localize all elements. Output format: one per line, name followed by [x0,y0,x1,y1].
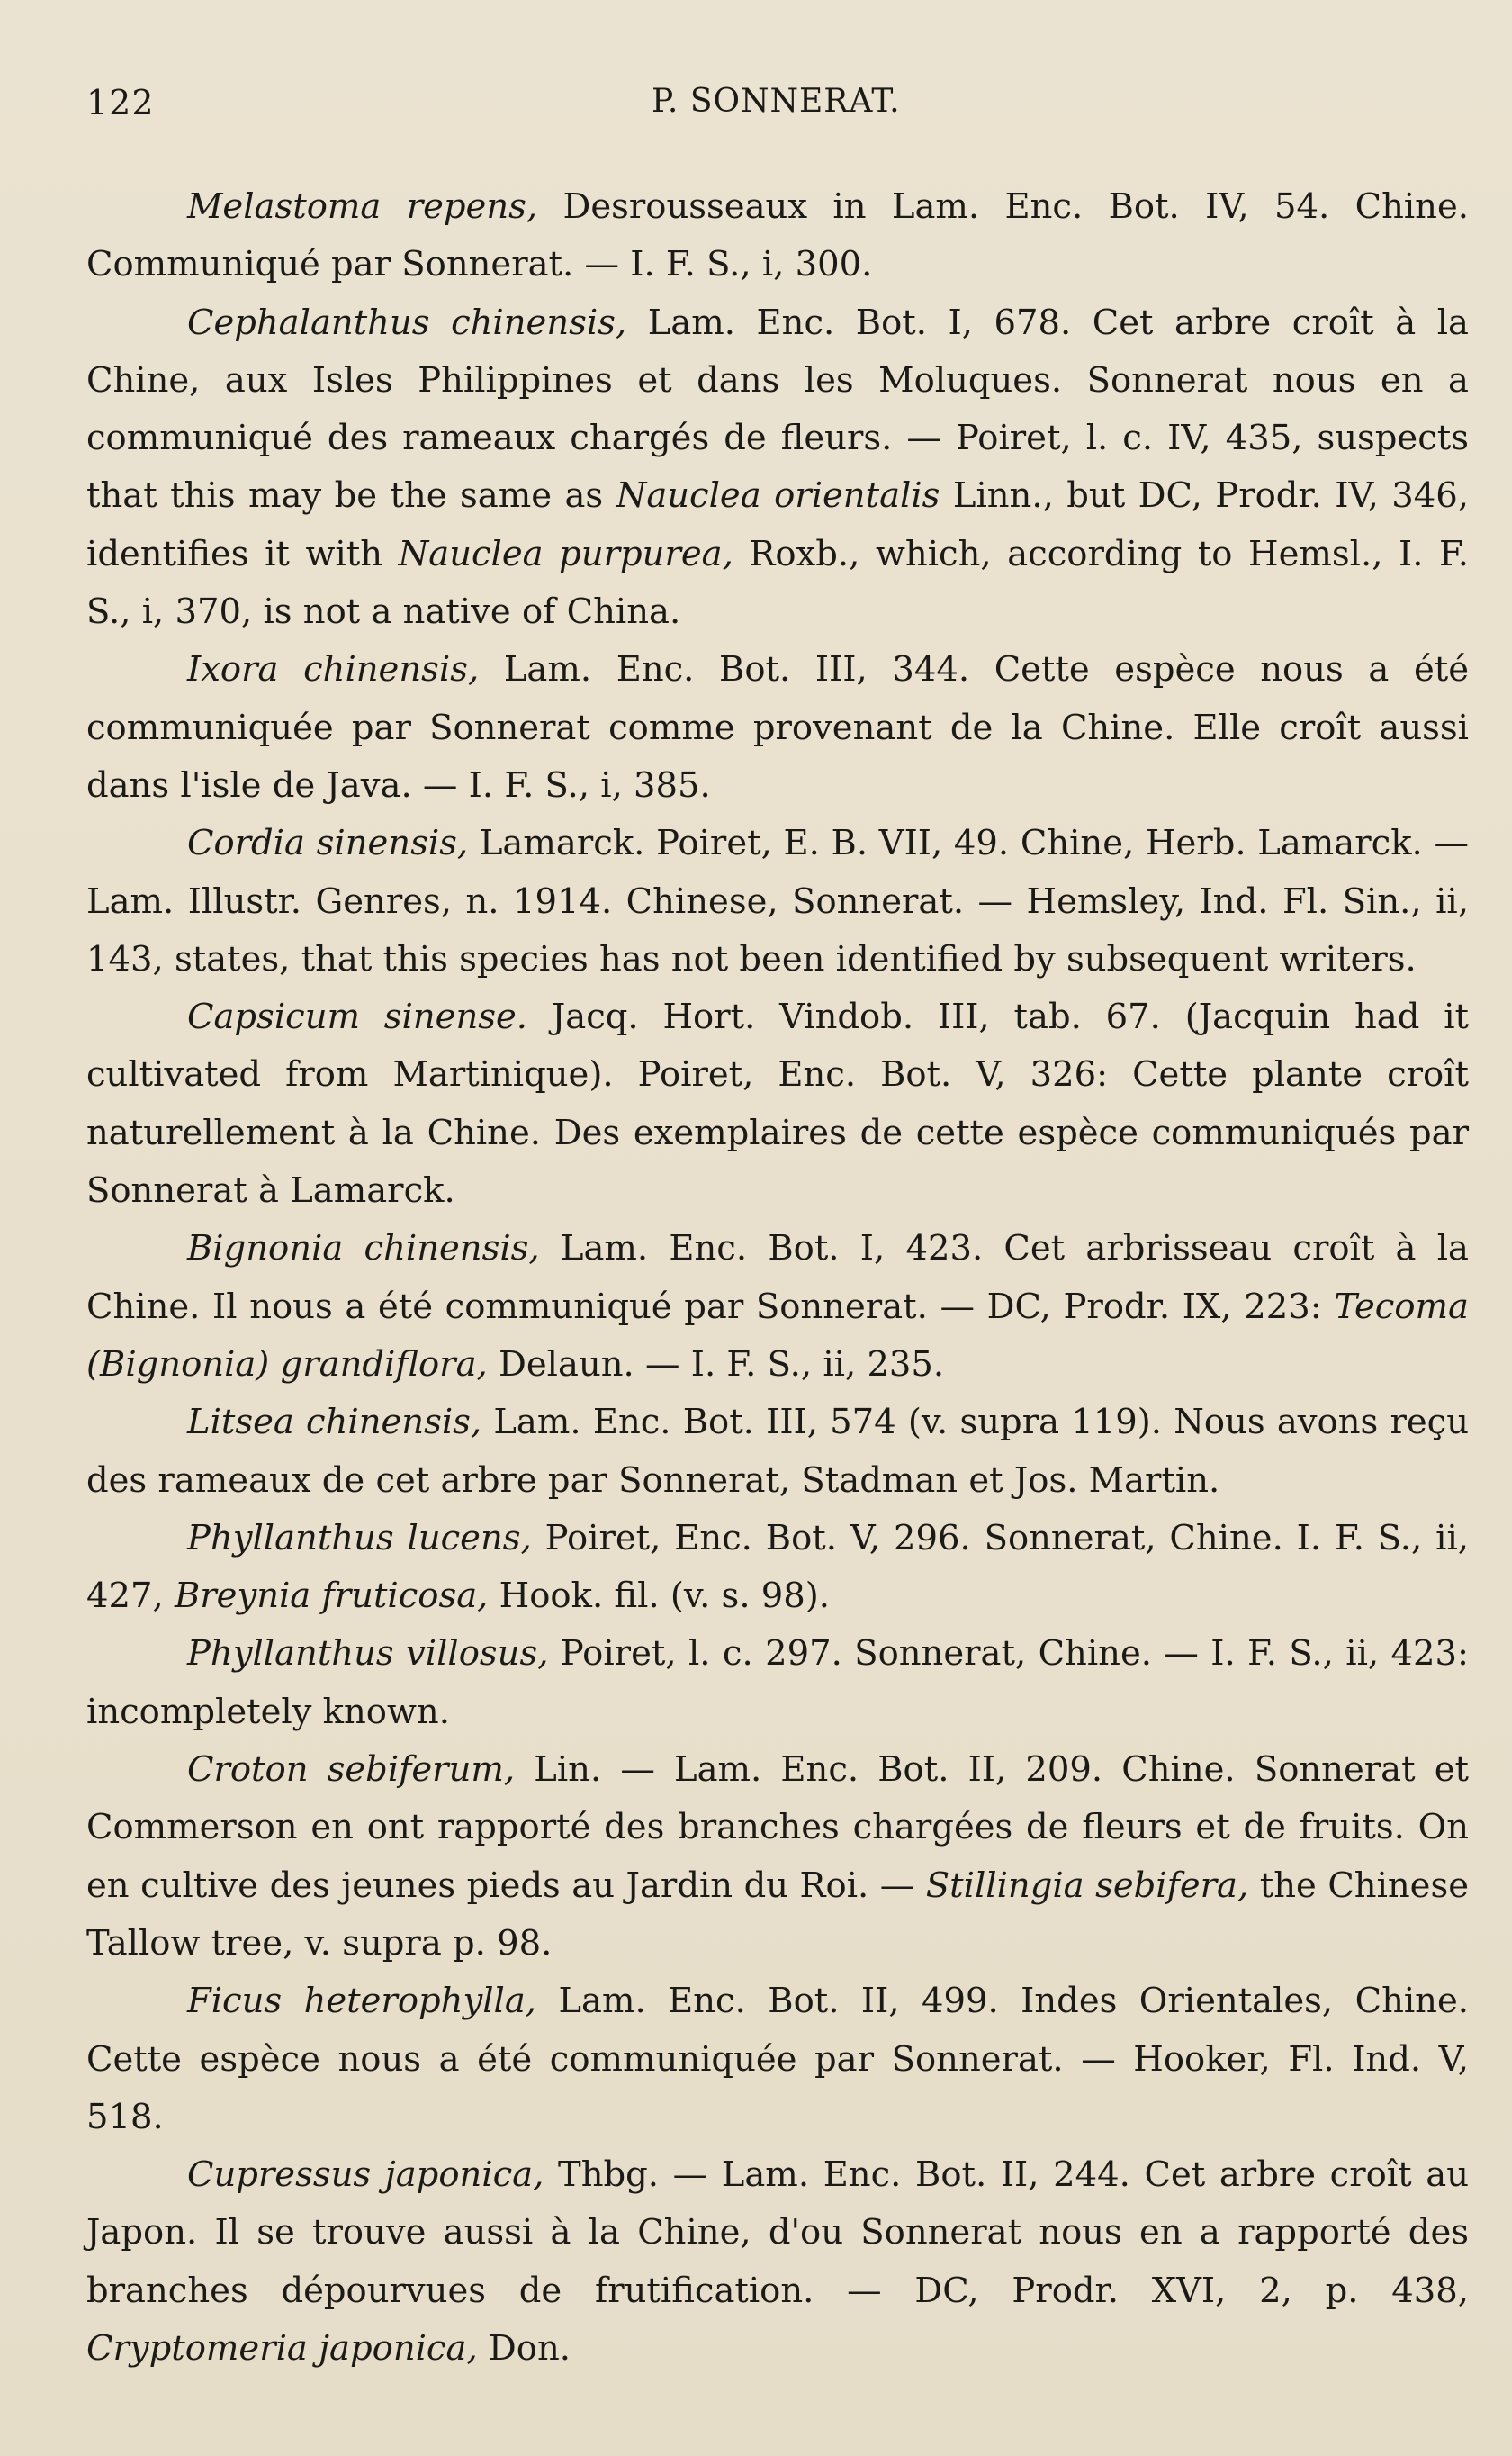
taxon-name: Phyllanthus villosus, [187,1633,549,1675]
entry-text: Lin. — Lam. Enc. Bot. II, 209. Chine. Sonnerat et Commerson en ont rapporté des branches chargées de fleurs et de fruits. On en cultive des jeunes pieds au Jardin du Roi. — [86,1749,1469,1906]
taxon-name: Croton sebiferum, [187,1749,516,1791]
entry-ficus-heterophylla [86,1973,1469,2146]
taxon-name: Bignonia chinensis, [187,1228,540,1269]
entry-text: Poiret, l. c. 297. Sonnerat, Chine. — I. F. S., ii, 423: incompletely known. [86,1633,1469,1732]
entry-text: Jacq. Hort. Vindob. III, tab. 67. (Jacquin had it cultivated from Martinique). Poiret, Enc. Bot. V, 326: Cette plante croît naturellement à la Chine. Des exemplaires de cette espèce communiqués par Sonnerat à Lamarck. [86,997,1469,1212]
taxon-name: Cupressus japonica, [187,2154,544,2196]
entry-text: Lam. Enc. Bot. III, 574 (v. supra 119). Nous avons reçu des rameaux de cet arbre par Sonnerat, Stadman et Jos. Martin. [86,1402,1469,1501]
entry-phyllanthus-lucens [86,1510,1469,1626]
entry-text: Desrousseaux in Lam. Enc. Bot. IV, 54. Chine. Communiqué par Sonnerat. — I. F. S., i, 300. [86,186,1469,285]
taxon-name: Capsicum sinense. [187,997,528,1038]
taxon-name: Ficus heterophylla, [187,1981,537,2022]
entry-text: Don. [477,2327,572,2369]
entry-cordia-sinensis [86,815,1469,989]
entry-melastoma-repens [86,178,1469,294]
entry-croton-sebiferum [86,1741,1469,1973]
entry-text: Lamarck. Poiret, E. B. VII, 49. Chine, Herb. Lamarck. — Lam. Illustr. Genres, n. 1914. Chinese, Sonnerat. — Hemsley, Ind. Fl. Sin., ii, 143, states, that this species has not been identified by subsequent writers. [86,823,1469,980]
synonym-name: Nauclea purpurea, [398,533,734,574]
entry-text: Delaun. — I. F. S., ii, 235. [487,1343,945,1385]
page-number: 122 [86,83,155,122]
entry-litsea-chinensis [86,1394,1469,1510]
entry-text: Lam. Enc. Bot. III, 344. Cette espèce nous a été communiquée par Sonnerat comme provenant de la Chine. Elle croît aussi dans l'isle de Java. — I. F. S., i, 385. [86,649,1470,806]
taxon-name: Phyllanthus lucens, [187,1517,532,1558]
synonym-name: Cryptomeria japonica, [86,2327,478,2369]
running-title: P. SONNERAT. [652,83,901,120]
page-header [86,83,1467,133]
body-text [86,178,1469,2378]
entry-cupressus-japonica [86,2146,1469,2378]
entry-capsicum-sinense [86,989,1469,1220]
taxon-name: Melastoma repens, [187,186,538,227]
entry-text: Roxb., which, according to Hemsl., I. F. S., i, 370, is not a native of China. [86,533,1469,633]
entry-text: Thbg. — Lam. Enc. Bot. II, 244. Cet arbre croît au Japon. Il se trouve aussi à la Chine, d'ou Sonnerat nous en a rapporté des branches dépourvues de frutification. — DC, Prodr. XVI, 2, p. 438, [86,2154,1469,2311]
entry-ixora-chinensis [86,641,1469,815]
entry-text: Poiret, Enc. Bot. V, 296. Sonnerat, Chine. I. F. S., ii, 427, [86,1517,1469,1617]
entry-text: Linn., but DC, Prodr. IV, 346, identifies it with [86,475,1469,574]
entry-text: Lam. Enc. Bot. II, 499. Indes Orientales, Chine. Cette espèce nous a été communiquée par Sonnerat. — Hooker, Fl. Ind. V, 518. [86,1981,1469,2137]
taxon-name: Litsea chinensis, [187,1402,482,1443]
entry-cephalanthus-chinensis [86,294,1469,642]
synonym-name: Breynia fruticosa, [174,1576,489,1617]
synonym-name: Stillingia sebifera, [925,1865,1249,1906]
entry-text: Lam. Enc. Bot. I, 678. Cet arbre croît à la Chine, aux Isles Philippines et dans les Moluques. Sonnerat nous en a communiqué des rameaux chargés de fleurs. — Poiret, l. c. IV, 435, suspects that this may be the same as [86,302,1470,517]
entry-text: the Chinese Tallow tree, v. supra p. 98. [86,1865,1470,1964]
entry-bignonia-chinensis [86,1220,1469,1394]
entry-text: Hook. fil. (v. s. 98). [488,1576,831,1617]
taxon-name: Ixora chinensis, [187,649,480,691]
synonym-name: Tecoma (Bignonia) grandiflora, [86,1286,1469,1385]
synonym-name: Nauclea orientalis [616,475,940,517]
entry-text: Lam. Enc. Bot. I, 423. Cet arbrisseau croît à la Chine. Il nous a été communiqué par Sonnerat. — DC, Prodr. IX, 223: [86,1228,1470,1327]
taxon-name: Cordia sinensis, [187,823,469,864]
entry-phyllanthus-villosus [86,1625,1469,1741]
taxon-name: Cephalanthus chinensis, [187,302,627,343]
